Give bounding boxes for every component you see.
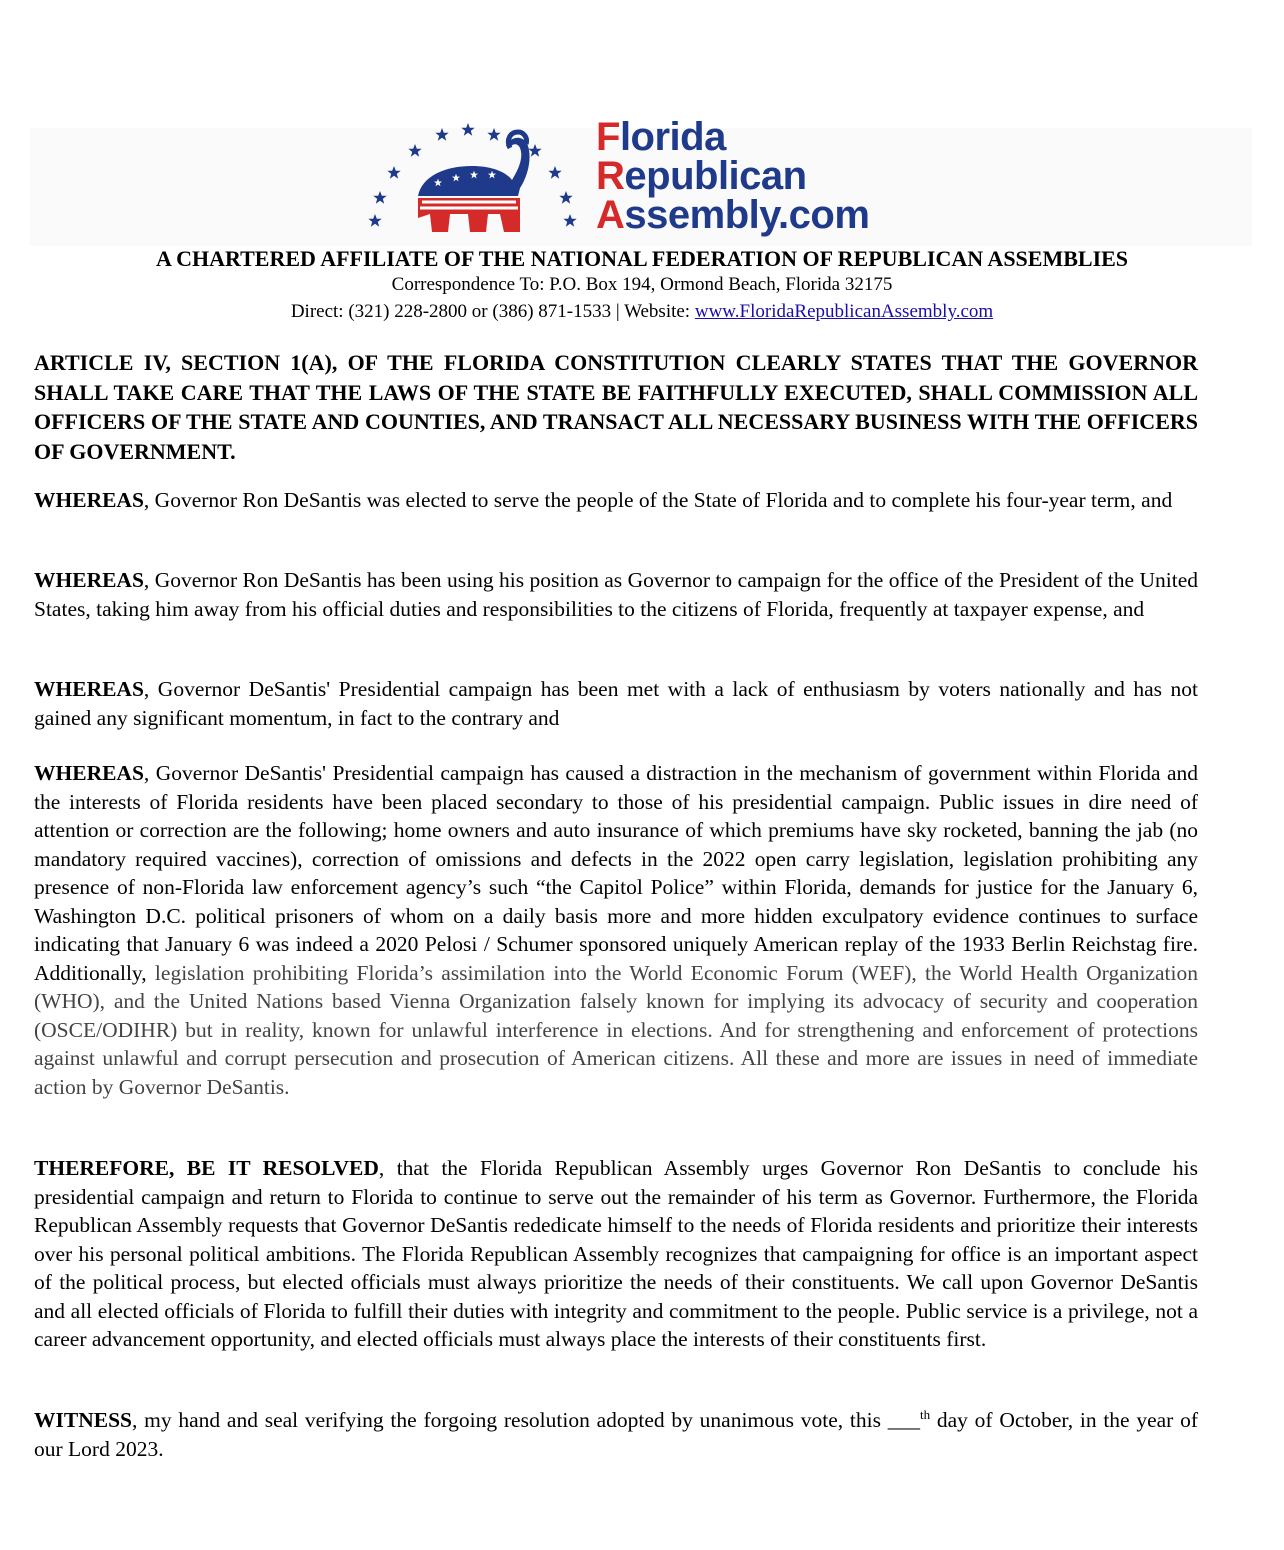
paragraph-text-end: day of October, in the year of our Lord 2023. <box>34 1408 1199 1461</box>
paragraph-text: , Governor DeSantis' Presidential campaign has been met with a lack of enthusiasm by voters nationally and has not gained any significant momentum, in fact to the contrary and <box>34 677 1198 730</box>
elephant-stars-icon <box>360 118 590 250</box>
paragraph-lead: WHEREAS <box>34 568 144 592</box>
ordinal-suffix: th <box>920 1406 931 1422</box>
paragraph-lead: WHEREAS <box>34 488 144 512</box>
paragraph-text: , Governor DeSantis' Presidential campaign has caused a distraction in the mechanism of government within Florida and the interests of Florida residents have been placed secondary to those of his presidential campaign. Public issues in dire need of attention or correction are the following; home owners and auto insurance of which premiums have sky rocketed, banning the jab (no mandatory required vaccines), correction of omissions and defects in the 2022 open carry legislation, legislation prohibiting any presence of non-Florida law enforcement agency’s such “the Capitol Police” within Florida, demands for justice for the January 6, Washington D.C. political prisoners of whom on a daily basis more and more hidden exculpatory evidence continues to surface indicating that January 6 was indeed a 2020 Pelosi / Schumer sponsored uniquely American replay of the 1933 Berlin Reichstag fire. Additionally, <box>34 761 1198 985</box>
website-link[interactable]: www.FloridaRepublicanAssembly.com <box>694 301 994 322</box>
paragraph-text: , that the Florida Republican Assembly urges Governor Ron DeSantis to conclude his presidential campaign and return to Florida to continue to serve out the remainder of his term as Governor. Furthermore, the Florida Republican Assembly requests that Governor DeSantis rededicate himself to the needs of Florida residents and prioritize their interests over his personal political ambitions. The Florida Republican Assembly recognizes that campaigning for office is an important aspect of the political process, but elected officials must always prioritize the needs of their constituents. We call upon Governor DeSantis and all elected officials of Florida to fulfill their duties with integrity and commitment to the people. Public service is a privilege, not a career advancement opportunity, and elected officials must always place the interests of their constituents first. <box>34 1156 1198 1351</box>
paragraph-lead: THEREFORE, BE IT RESOLVED <box>34 1156 379 1180</box>
whereas-paragraph-1 <box>34 486 1198 515</box>
affiliate-line: A CHARTERED AFFILIATE OF THE NATIONAL FEDERATION OF REPUBLICAN ASSEMBLIES <box>155 246 1129 271</box>
organization-logo <box>360 115 880 250</box>
paragraph-lead: WHEREAS <box>34 677 144 701</box>
whereas-paragraph-3 <box>34 675 1198 732</box>
paragraph-lead: WITNESS <box>34 1408 132 1432</box>
whereas-paragraph-2 <box>34 566 1198 623</box>
phone-numbers: Direct: (321) 228-2800 or (386) 871-1533 | Website: <box>290 301 695 322</box>
logo-wordmark: Florida Republican Assembly.com <box>596 115 870 237</box>
paragraph-text: , my hand and seal verifying the forgoing resolution adopted by unanimous vote, this ___ <box>132 1408 920 1432</box>
resolved-paragraph <box>34 1154 1198 1354</box>
paragraph-text: , Governor Ron DeSantis was elected to serve the people of the State of Florida and to complete his four-year term, and <box>143 488 1173 512</box>
paragraph-text: , Governor Ron DeSantis has been using his position as Governor to campaign for the office of the President of the United States, taking him away from his official duties and responsibilities to the citizens of Florida, frequently at taxpayer expense, and <box>34 568 1198 621</box>
paragraph-text-gray: legislation prohibiting Florida’s assimilation into the World Economic Forum (WEF), the World Health Organization (WHO), and the United Nations based Vienna Organization falsely known for implying its advocacy of security and cooperation (OSCE/ODIHR) but in reality, known for unlawful interference in elections. And for strengthening and enforcement of protections against unlawful and corrupt persecution and prosecution of American citizens. All these and more are issues in need of immediate action by Governor DeSantis. <box>34 960 1198 1099</box>
paragraph-lead: WHEREAS <box>34 761 144 785</box>
correspondence-address: Correspondence To: P.O. Box 194, Ormond Beach, Florida 32175 <box>391 274 893 295</box>
witness-paragraph <box>34 1406 1198 1463</box>
whereas-paragraph-4 <box>34 759 1198 1101</box>
contact-line <box>30 299 1254 325</box>
resolution-heading: ARTICLE IV, SECTION 1(A), OF THE FLORIDA CONSTITUTION CLEARLY STATES THAT THE GOVERNOR SHALL TAKE CARE THAT THE LAWS OF THE STATE BE FAITHFULLY EXECUTED, SHALL COMMISSION ALL OFFICERS OF THE STATE AND COUNTIES, AND TRANSACT ALL NECESSARY BUSINESS WITH THE OFFICERS OF GOVERNMENT. <box>34 350 1198 464</box>
